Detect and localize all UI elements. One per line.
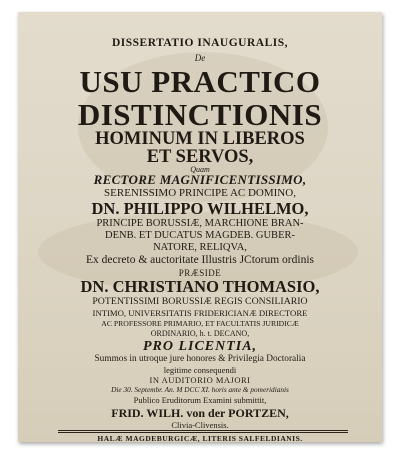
christiano-line: DN. CHRISTIANO THOMASIO, (80, 277, 320, 296)
philippo-line: DN. PHILIPPO WILHELMO, (91, 199, 309, 218)
ex-decreto-line: Ex decreto & auctoritate Illustris JCtorum ordinis (85, 254, 315, 266)
denb-line: DENB. ET DUCATUS MAGDEB. GUBER- (105, 230, 295, 241)
intimo-line: INTIMO, UNIVERSITATIS FRIDERICIANÆ DIRECTORE (92, 308, 308, 318)
ordinario-line: ORDINARIO, h. t. DECANO, (150, 329, 250, 338)
summos-line: Summos in utroque jure honores & Privilegia Doctoralia (94, 354, 306, 364)
legitime-line: legitime consequendi (163, 365, 237, 375)
title-page (18, 12, 382, 442)
dissertation-heading: DISSERTATIO INAUGURALIS, (111, 37, 289, 49)
praeside-line: PRÆSIDE (178, 268, 222, 278)
title-line-3: HOMINUM IN LIBEROS (95, 129, 305, 149)
quam-line: Quam (190, 165, 210, 174)
professore-line: AC PROFESSORE PRIMARIO, ET FACULTATIS JURIDICÆ (101, 319, 299, 328)
publico-line: Publico Eruditorum Examini submittit, (133, 395, 267, 405)
title-line-2: DISTINCTIONIS (77, 97, 323, 132)
potentissimi-line: POTENTISSIMI BORUSSIÆ REGIS CONSILIARIO (92, 296, 308, 307)
double-rule (58, 432, 348, 433)
rectore-line: RECTORE MAGNIFICENTISSIMO, (93, 172, 307, 187)
imprint-line: HALÆ MAGDEBURGICÆ, LITERIS SALFELDIANIS. (97, 434, 303, 443)
serenissimo-line: SERENISSIMO PRINCIPE AC DOMINO, (104, 187, 296, 199)
natore-line: NATORE, RELIQVA, (153, 242, 247, 253)
clivia-line: Clivia-Clivensis. (171, 420, 229, 430)
die-line: Die 30. Septembr. An. M DCC XI. horis ante & pomeridianis (111, 385, 289, 394)
de-line: De (194, 53, 206, 63)
title-line-1: USU PRACTICO (79, 64, 321, 99)
double-rule (58, 430, 348, 431)
author-line: FRID. WILH. von der PORTZEN, (111, 406, 289, 420)
principe-line: PRINCIPE BORUSSIÆ, MARCHIONE BRAN- (96, 218, 304, 229)
title-line-4: ET SERVOS, (146, 147, 254, 167)
auditorio-line: IN AUDITORIO MAJORI (149, 375, 251, 385)
pro-licentia-line: PRO LICENTIA, (142, 339, 258, 354)
